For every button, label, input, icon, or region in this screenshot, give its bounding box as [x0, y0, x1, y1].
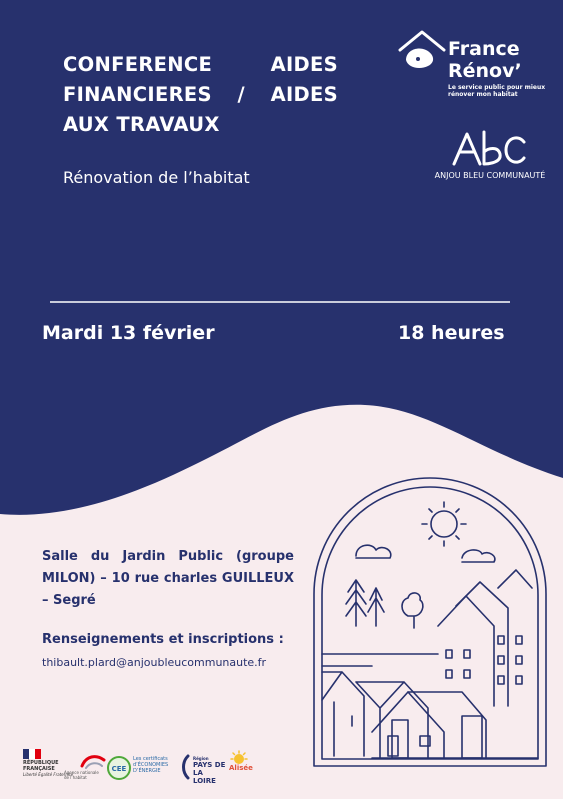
event-venue: Salle du Jardin Public (groupe MILON) – 10 rue charles GUILLEUX – Segré	[42, 549, 294, 608]
event-date: Mardi 13 février	[42, 322, 215, 344]
region-small-text: Région	[193, 756, 209, 761]
france-renov-house-icon	[396, 28, 448, 72]
cee-mark: CEE	[111, 765, 127, 773]
anah-logo-icon	[80, 752, 106, 770]
anah-logo-text: Agence nationale de l’habitat	[64, 770, 99, 780]
abc-logo-icon	[452, 128, 528, 168]
event-time: 18 heures	[398, 322, 505, 344]
contact-email[interactable]: thibault.plard@anjoubleucommunaute.fr	[42, 656, 267, 669]
republique-text: RÉPUBLIQUE FRANÇAISE	[23, 760, 59, 772]
france-renov-logo-text: France Rénov’	[448, 38, 522, 82]
town-illustration	[312, 476, 548, 768]
region-logo-text	[193, 756, 227, 785]
conference-subtitle: Rénovation de l’habitat	[63, 168, 250, 187]
info-heading: Renseignements et inscriptions :	[42, 632, 284, 647]
abc-logo-name: ANJOU BLEU COMMUNAUTÉ	[434, 171, 546, 180]
alisee-logo-text: Alisée	[229, 764, 253, 772]
marianne-logo-icon	[23, 749, 41, 759]
republique-motto: Liberté Égalité Fraternité	[23, 772, 74, 777]
region-logo-icon	[178, 754, 192, 780]
france-renov-tagline: Le service public pour mieux rénover mon habitat	[448, 84, 546, 98]
region-name: PAYS DE LA LOIRE	[193, 761, 226, 785]
conference-title: CONFERENCE AIDES FINANCIERES / AIDES AUX TRAVAUX	[63, 53, 338, 136]
cee-logo-icon	[106, 755, 132, 781]
cee-logo-text: Les certificats d’ÉCONOMIES D’ÉNERGIE	[133, 756, 169, 774]
